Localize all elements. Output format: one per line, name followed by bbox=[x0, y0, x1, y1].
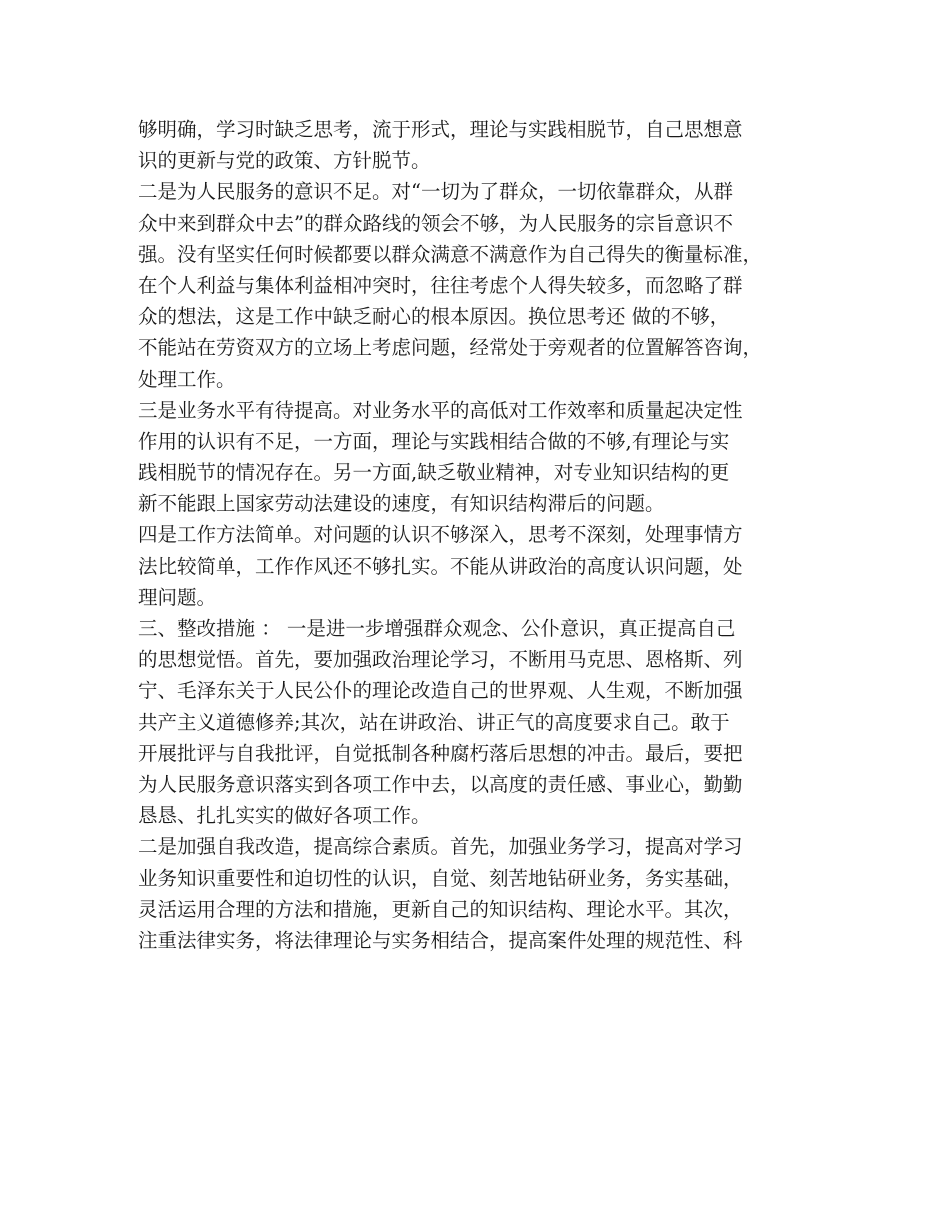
text-line: 众中来到群众中去”的群众路线的领会不够，为人民服务的宗旨意识不 bbox=[138, 211, 733, 235]
text-line: 业务知识重要性和迫切性的认识，自觉、刻苦地钻研业务，务实基础， bbox=[138, 866, 743, 890]
text-line: 宁、毛泽东关于人民公仆的理论改造自己的世界观、人生观，不断加强 bbox=[138, 679, 743, 703]
text-line: 灵活运用合理的方法和措施，更新自己的知识结构、理论水平。其次， bbox=[138, 897, 743, 921]
text-line: 二是加强自我改造，提高综合素质。首先，加强业务学习，提高对学习 bbox=[138, 835, 743, 859]
text-line: 践相脱节的情况存在。另一方面,缺乏敬业精神，对专业知识结构的更 bbox=[138, 461, 730, 485]
text-line: 四是工作方法简单。对问题的认识不够深入，思考不深刻，处理事情方 bbox=[138, 523, 743, 547]
text-line: 三、整改措施 ： 一是进一步增强群众观念、公仆意识，真正提高自己 bbox=[138, 617, 736, 640]
text-line: 二是为人民服务的意识不足。对“一切为了群众，一切依靠群众，从群 bbox=[138, 180, 733, 204]
text-line: 恳恳、扎扎实实的做好各项工作。 bbox=[138, 804, 431, 828]
text-line: 够明确，学习时缺乏思考，流于形式，理论与实践相脱节，自己思想意 bbox=[138, 118, 743, 141]
text-line: 强。没有坚实任何时候都要以群众满意不满意作为自己得失的衡量标准， bbox=[138, 242, 763, 266]
text-line: 处理工作。 bbox=[138, 367, 236, 391]
text-line: 为人民服务意识落实到各项工作中去，以高度的责任感、事业心，勤勤 bbox=[138, 772, 743, 796]
text-line: 共产主义道德修养;其次，站在讲政治、讲正气的高度要求自己。敢于 bbox=[138, 710, 730, 734]
text-line: 三是业务水平有待提高。对业务水平的高低对工作效率和质量起决定性 bbox=[138, 398, 743, 422]
text-line: 注重法律实务，将法律理论与实务相结合，提高案件处理的规范性、科 bbox=[138, 928, 743, 952]
text-line: 理问题。 bbox=[138, 585, 217, 609]
text-line: 的思想觉悟。首先，要加强政治理论学习，不断用马克思、恩格斯、列 bbox=[138, 648, 743, 672]
text-line: 作用的认识有不足，一方面，理论与实践相结合做的不够,有理论与实 bbox=[138, 429, 730, 453]
text-line: 开展批评与自我批评，自觉抵制各种腐朽落后思想的冲击。最后，要把 bbox=[138, 741, 743, 765]
text-line: 众的想法，这是工作中缺乏耐心的根本原因。换位思考还 做的不够， bbox=[138, 305, 730, 329]
text-line: 不能站在劳资双方的立场上考虑问题，经常处于旁观者的位置解答咨询， bbox=[138, 336, 763, 360]
document-body bbox=[138, 114, 818, 956]
text-line: 在个人利益与集体利益相冲突时，往往考虑个人得失较多，而忽略了群 bbox=[138, 273, 743, 297]
text-line: 识的更新与党的政策、方针脱节。 bbox=[138, 149, 431, 173]
text-line: 新不能跟上国家劳动法建设的速度，有知识结构滞后的问题。 bbox=[138, 492, 665, 516]
text-line: 法比较简单，工作作风还不够扎实。不能从讲政治的高度认识问题，处 bbox=[138, 554, 743, 578]
